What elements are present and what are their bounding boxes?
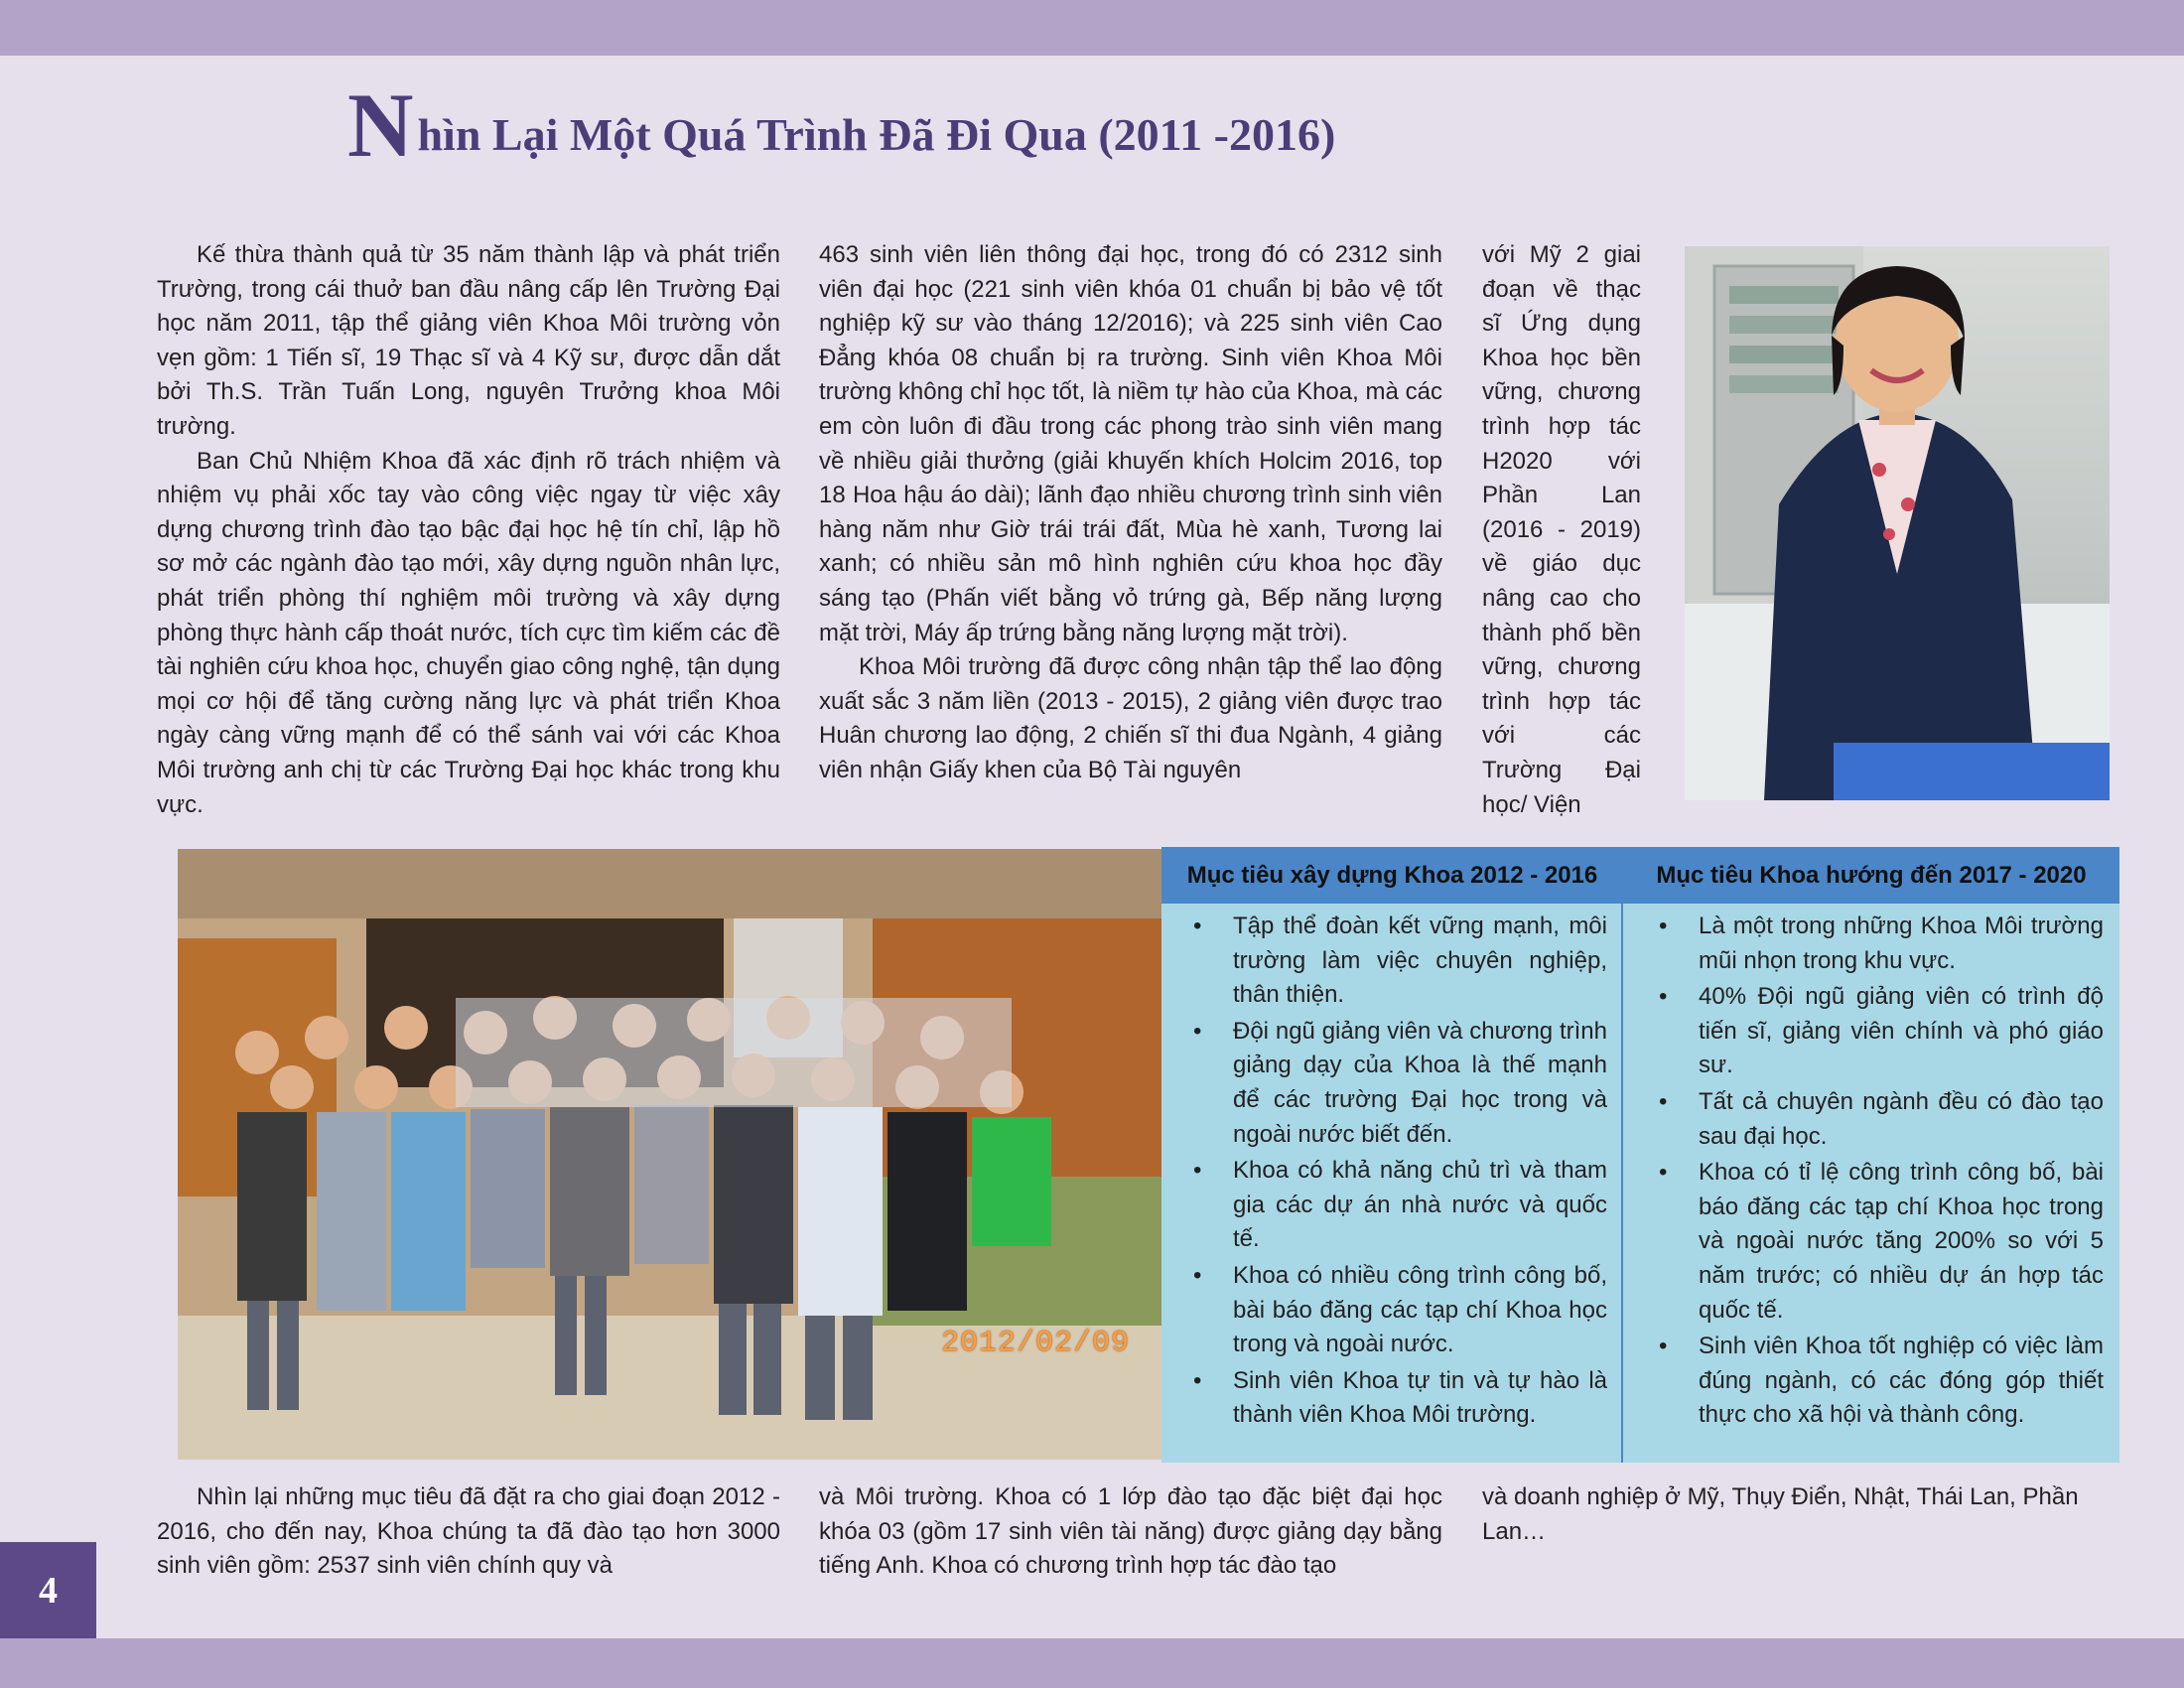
goal-item [1175,1364,1607,1433]
intro-paragraph-5: với Mỹ 2 giai đoạn về thạc sĩ Ứng dụng Khoa học bền vững, chương trình hợp tác H2020 với Phần Lan (2016 - 2019) về giáo dục nâng cao cho thành phố bền vững, chương trình hợp tác với các Trường Đại học/ Viện [1482,241,1641,818]
photo-date-stamp: 2012/02/09 [940,1327,1130,1360]
goal-item [1175,1154,1607,1257]
bottom-column-3 [1482,1480,2110,1549]
goal-text: Đội ngũ giảng viên và chương trình giảng dạy của Khoa là thế mạnh để các trường Đại học trong và ngoài nước biết đến. [1233,1017,1607,1148]
bullet-icon: • [1193,1261,1202,1289]
bullet-icon: • [1193,1366,1202,1394]
intro-paragraph-1: Kế thừa thành quả từ 35 năm thành lập và phát triển Trường, trong cái thuở ban đầu nâng cấp lên Trường Đại học năm 2011, tập thể giảng viên Khoa Môi trường vỏn vẹn gồm: 1 Tiến sĩ, 19 Thạc sĩ và 4 Kỹ sư, được dẫn dắt bởi Th.S. Trần Tuấn Long, nguyên Trưởng khoa Môi trường. [157,241,780,440]
bullet-icon: • [1659,913,1668,939]
intro-paragraph-4: Khoa Môi trường đã được công nhận tập thể lao động xuất sắc 3 năm liền (2013 - 2015), 2 giảng viên được trao Huân chương lao động, 2 chiến sĩ thi đua Ngành, 4 giảng viên nhận Giấy khen của Bộ Tài nguyên [819,653,1442,783]
bottom-paragraph-2: và Môi trường. Khoa có 1 lớp đào tạo đặc biệt đại học khóa 03 (gồm 17 sinh viên tài năng) được giảng dạy bằng tiếng Anh. Khoa có chương trình hợp tác đào tạo [819,1483,1442,1580]
goal-text: Khoa có khả năng chủ trì và tham gia các dự án nhà nước và quốc tế. [1233,1157,1607,1253]
goals-header-2012-2016: Mục tiêu xây dựng Khoa 2012 - 2016 [1186,861,1598,889]
goal-text: Sinh viên Khoa tự tin và tự hào là thành viên Khoa Môi trường. [1233,1366,1607,1429]
bullet-icon: • [1659,1159,1668,1187]
goal-item [1175,1259,1607,1362]
intro-column-2 [819,238,1442,788]
goals-header-2017-2020: Mục tiêu Khoa hướng đến 2017 - 2020 [1656,861,2087,889]
goals-column-2012-2016 [1161,904,1623,1463]
bottom-column-1 [157,1480,780,1584]
intro-column-1 [157,238,780,822]
bottom-paragraph-1: Nhìn lại những mục tiêu đã đặt ra cho giai đoạn 2012 - 2016, cho đến nay, Khoa chúng ta đã đào tạo hơn 3000 sinh viên gồm: 2537 sinh viên chính quy và [157,1483,780,1580]
goal-item [1175,910,1607,1013]
bullet-icon: • [1659,1087,1668,1115]
top-band [0,0,2184,56]
bullet-icon: • [1193,913,1202,939]
goals-table-body [1161,904,2119,1463]
goal-item [1641,910,2104,978]
goal-text: 40% Đội ngũ giảng viên có trình độ tiến sĩ, giảng viên chính và phó giáo sư. [1699,983,2104,1079]
bullet-icon: • [1659,983,1668,1011]
title-text: hìn Lại Một Quá Trình Đã Đi Qua (2011 -2016) [417,109,1336,160]
goals-table-header [1161,847,2119,904]
bottom-band [0,1638,2184,1688]
bullet-icon: • [1659,1333,1668,1360]
goal-item [1641,1330,2104,1433]
intro-paragraph-3: 463 sinh viên liên thông đại học, trong đó có 2312 sinh viên đại học (221 sinh viên khóa 01 chuẩn bị bảo vệ tốt nghiệp kỹ sư vào tháng 12/2016); và 225 sinh viên Cao Đẳng khóa 08 chuẩn bị ra trường. Sinh viên Khoa Môi trường không chỉ học tốt, là niềm tự hào của Khoa, mà các em còn luôn đi đầu trong các phong trào sinh viên mang về nhiều giải thưởng (giải khuyến khích Holcim 2016, top 18 Hoa hậu áo dài); lãnh đạo nhiều chương trình sinh viên hàng năm như Giờ trái trái đất, Mùa hè xanh, Tương lai xanh; có nhiều sản mô hình nghiên cứu khoa học đầy sáng tạo (Phấn viết bằng vỏ trứng gà, Bếp năng lượng mặt trời, Máy ấp trứng bằng năng lượng mặt trời). [819,241,1442,646]
bottom-column-2 [819,1480,1442,1584]
bullet-icon: • [1193,1017,1202,1045]
goal-item [1175,1015,1607,1152]
bottom-paragraph-3: và doanh nghiệp ở Mỹ, Thụy Điển, Nhật, Thái Lan, Phần Lan… [1482,1483,2079,1545]
goal-text: Khoa có tỉ lệ công trình công bố, bài báo đăng các tạp chí Khoa học trong và ngoài nước tăng 200% so với 5 năm trước; có nhiều dự án hợp tác quốc tế. [1699,1159,2104,1324]
title-dropcap: N [347,74,414,176]
bullet-icon: • [1193,1157,1202,1185]
intro-paragraph-2: Ban Chủ Nhiệm Khoa đã xác định rõ trách nhiệm và nhiệm vụ phải xốc tay vào công việc ngay từ việc xây dựng chương trình đào tạo bậc đại học hệ tín chỉ, lập hồ sơ mở các ngành đào tạo mới, xây dựng nguồn nhân lực, phát triển phòng thí nghiệm môi trường và xây dựng phòng thực hành cấp thoát nước, tích cực tìm kiếm các đề tài nghiên cứu khoa học, chuyển giao công nghệ, tận dụng mọi cơ hội để tăng cường năng lực và phát triển Khoa ngày càng vững mạnh để có thể sánh vai với các Khoa Môi trường anh chị từ các Trường Đại học khác trong khu vực. [157,447,780,818]
goal-item [1641,1085,2104,1154]
goal-text: Tập thể đoàn kết vững mạnh, môi trường làm việc chuyên nghiệp, thân thiện. [1233,913,1607,1009]
portrait-photo [1685,246,2110,800]
goal-text: Là một trong những Khoa Môi trường mũi nhọn trong khu vực. [1699,913,2104,974]
page-title [347,74,1936,176]
goal-text: Tất cả chuyên ngành đều có đào tạo sau đại học. [1699,1087,2104,1150]
page-number: 4 [0,1542,96,1638]
intro-column-3 [1482,238,1641,822]
goal-text: Sinh viên Khoa tốt nghiệp có việc làm đúng ngành, có các đóng góp thiết thực cho xã hội và thành công. [1699,1333,2104,1429]
goal-item [1641,1156,2104,1328]
goals-column-2017-2020 [1623,904,2119,1463]
goals-table [1161,847,2119,1463]
group-photo [178,849,1161,1460]
portrait-illustration [1685,246,2110,800]
goal-text: Khoa có nhiều công trình công bố, bài báo đăng các tạp chí Khoa học trong và ngoài nước. [1233,1261,1607,1358]
goal-item [1641,980,2104,1083]
group-photo-illustration [178,849,1161,1460]
